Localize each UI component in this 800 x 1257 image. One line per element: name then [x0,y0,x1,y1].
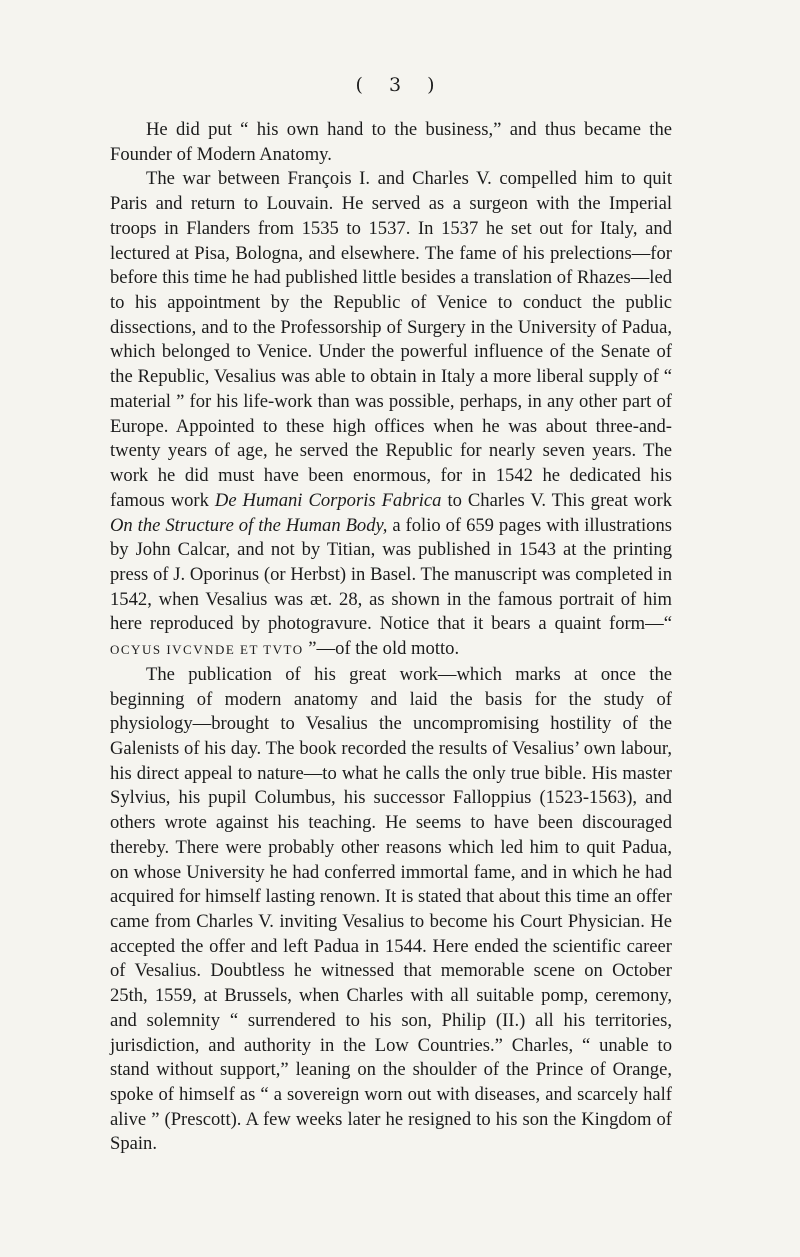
motto: OCYUS IVCVNDE ET TVTO [110,642,304,658]
paragraph-text: a folio of 659 pages with illustrations by John Calcar, and not by Titian, was published in 1543 at the printing press of J. Oporinus (or Herbst) in Basel. The manuscript was completed in 1542, when Vesalius was æt. 28, as shown in the famous portrait of him here reproduced by photogravure. Notice that it bears a quaint form—“ [110,514,673,635]
page-number: ( 3 ) [355,74,445,96]
paragraph-text: to Charles V. This great work [441,489,673,511]
paragraph-text: The publication of his great work—which marks at once the beginning of modern anatomy and laid the basis for the study of physiology—brought to Vesalius the uncompromising hostility of the Galenists of his day. The book recorded the results of Vesalius’ own labour, his direct appeal to nature—to what he calls the only true bible. His master Sylvius, his pupil Columbus, his successor Falloppius (1523-1563), and others wrote against his teaching. He seems to have been discouraged thereby. There were probably other reasons which led him to quit Padua, on whose University he had conferred immortal fame, and in which he had acquired for himself lasting renown. It is stated that about this time an offer came from Charles V. inviting Vesalius to become his Court Physician. He accepted the offer and left Padua in 1544. Here ended the scientific career of Vesalius. Doubtless he witnessed that memorable scene on October 25th, 1559, at Brussels, when Charles with all suitable pomp, ceremony, and solemnity “ surrendered to his son, Philip (II.) all his territories, jurisdiction, and authority in the Low Countries.” Charles, “ unable to stand without support,” leaning on the shoulder of the Prince of Orange, spoke of himself as “ a sovereign worn out with diseases, and scarcely half alive ” (Prescott). A few weeks later he resigned to his son the Kingdom of Spain. [110,663,672,1155]
paragraph-3 [110,663,672,1157]
body-text [110,118,672,1157]
paragraph-2 [110,167,672,662]
paragraph-text: He did put “ his own hand to the business,” and thus became the Founder of Modern Anatomy. [110,119,672,165]
paragraph-text: The war between François I. and Charles V. compelled him to quit Paris and return to Louvain. He served as a surgeon with the Imperial troops in Flanders from 1535 to 1537. In 1537 he set out for Italy, and lectured at Pisa, Bologna, and elsewhere. The fame of his prelections—for before this time he had published little besides a translation of Rhazes—led to his appointment by the Republic of Venice to conduct the public dissections, and to the Professorship of Surgery in the University of Padua, which belonged to Venice. Under the powerful influence of the Senate of the Republic, Vesalius was able to obtain in Italy a more liberal supply of “ material ” for his life-work than was possible, perhaps, in any other part of Europe. Appointed to these high offices when he was about three-and-twenty years of age, he served the Republic for nearly seven years. The work he did must have been enormous, for in 1542 he dedicated his famous work [110,168,672,511]
book-title-english: On the Structure of the Human Body, [110,514,388,536]
paragraph-text: ”—of the old motto. [303,638,460,660]
paragraph-1 [110,118,672,167]
book-title-latin: De Humani Corporis Fabrica [214,489,442,511]
